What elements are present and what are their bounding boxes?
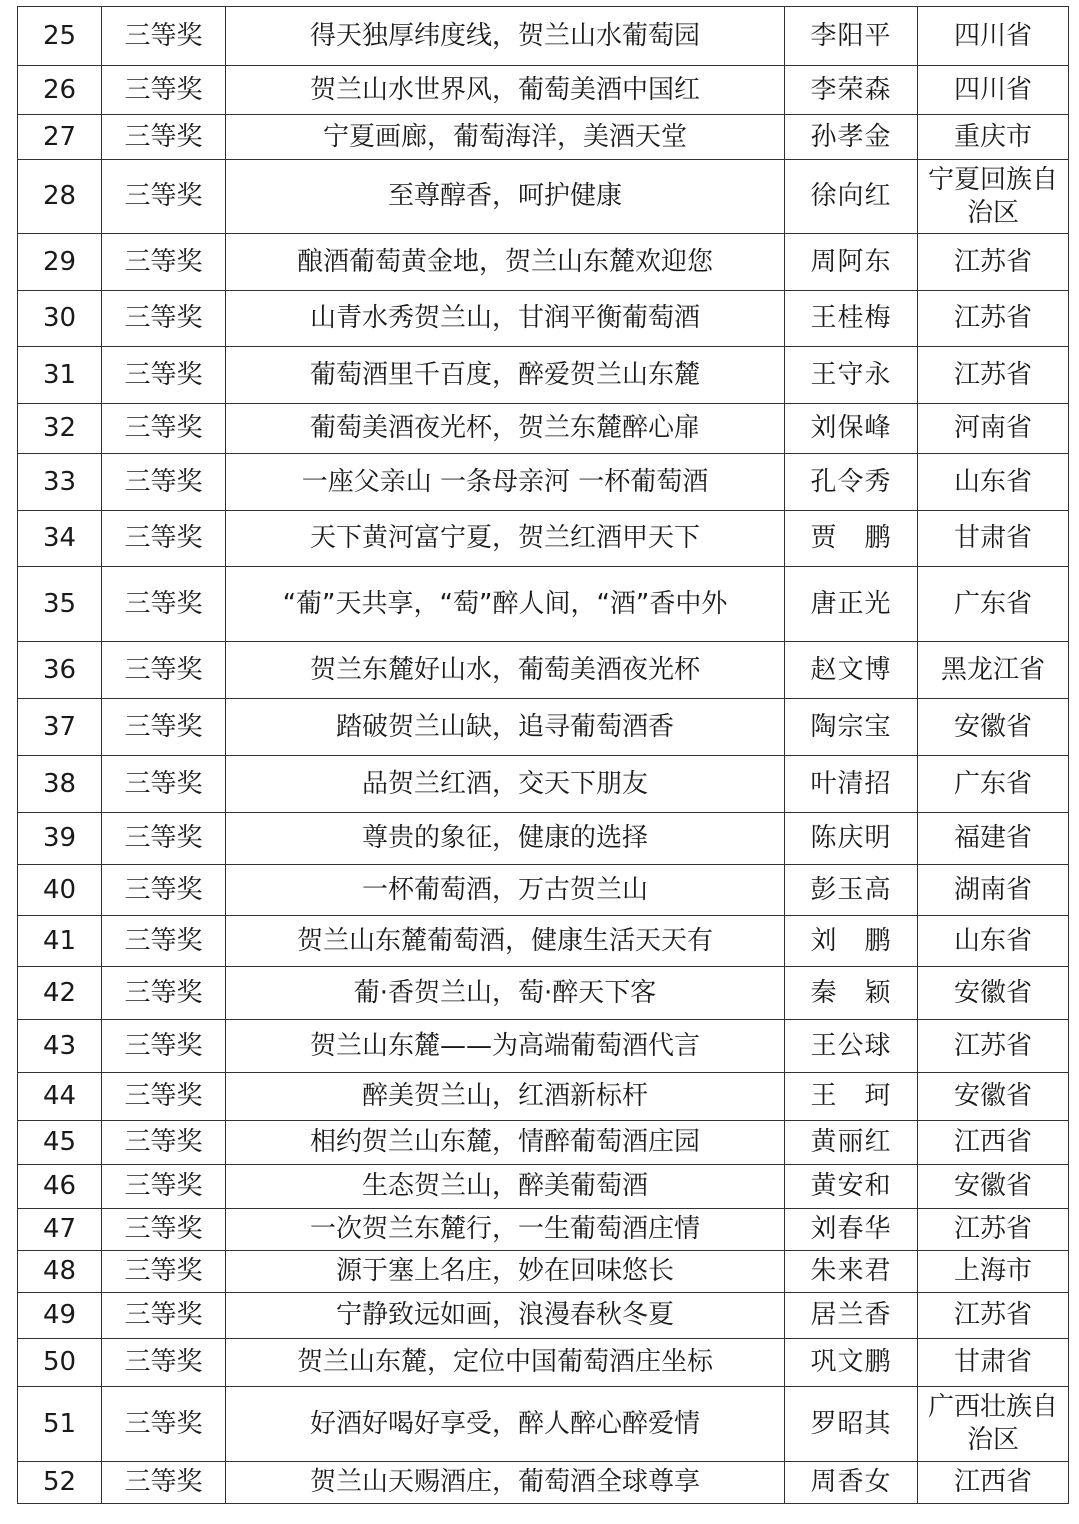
winner-name-cell: 李荣森 [785,66,918,115]
province-cell: 上海市 [918,1251,1069,1293]
row-number-cell: 43 [18,1020,102,1073]
winner-name-cell: 周阿东 [785,234,918,291]
table-row [18,756,1069,813]
row-number-cell: 49 [18,1293,102,1339]
slogan-cell: 尊贵的象征，健康的选择 [226,813,785,865]
province-cell: 重庆市 [918,115,1069,160]
province-cell: 江苏省 [918,291,1069,347]
table-row [18,7,1069,66]
winner-name-cell: 赵文博 [785,642,918,699]
row-number-cell: 48 [18,1251,102,1293]
slogan-cell: 得天独厚纬度线，贺兰山水葡萄园 [226,7,785,66]
province-cell: 山东省 [918,916,1069,967]
winner-name-cell: 孔令秀 [785,454,918,511]
winner-name-cell: 李阳平 [785,7,918,66]
table-row [18,1251,1069,1293]
slogan-cell: 贺兰山东麓——为高端葡萄酒代言 [226,1020,785,1073]
row-number-cell: 35 [18,567,102,642]
table-row [18,1165,1069,1209]
row-number-cell: 36 [18,642,102,699]
award-level-cell: 三等奖 [102,1165,226,1209]
award-level-cell: 三等奖 [102,1020,226,1073]
winner-name-cell: 贾 鹏 [785,511,918,567]
table-row [18,699,1069,756]
winner-name-cell: 周香女 [785,1462,918,1504]
slogan-cell: 贺兰山水世界风，葡萄美酒中国红 [226,66,785,115]
row-number-cell: 42 [18,967,102,1020]
row-number-cell: 37 [18,699,102,756]
slogan-cell: 贺兰东麓好山水，葡萄美酒夜光杯 [226,642,785,699]
row-number-cell: 51 [18,1387,102,1462]
province-cell: 山东省 [918,454,1069,511]
award-level-cell: 三等奖 [102,511,226,567]
winner-name-cell: 王公球 [785,1020,918,1073]
row-number-cell: 27 [18,115,102,160]
award-level-cell: 三等奖 [102,1209,226,1251]
province-cell: 甘肃省 [918,511,1069,567]
slogan-cell: 贺兰山东麓葡萄酒，健康生活天天有 [226,916,785,967]
province-cell: 江苏省 [918,1293,1069,1339]
province-cell: 黑龙江省 [918,642,1069,699]
province-cell: 广东省 [918,567,1069,642]
province-cell: 四川省 [918,7,1069,66]
award-level-cell: 三等奖 [102,1462,226,1504]
award-level-cell: 三等奖 [102,642,226,699]
province-cell: 江苏省 [918,347,1069,404]
award-level-cell: 三等奖 [102,115,226,160]
award-level-cell: 三等奖 [102,66,226,115]
province-cell: 福建省 [918,813,1069,865]
province-cell: 江西省 [918,1462,1069,1504]
award-level-cell: 三等奖 [102,967,226,1020]
slogan-cell: “葡”天共享，“萄”醉人间，“酒”香中外 [226,567,785,642]
province-cell: 广西壮族自治区 [918,1387,1069,1462]
table-row [18,1339,1069,1387]
table-row [18,511,1069,567]
winner-name-cell: 刘 鹏 [785,916,918,967]
province-cell: 广东省 [918,756,1069,813]
row-number-cell: 41 [18,916,102,967]
row-number-cell: 38 [18,756,102,813]
winner-name-cell: 巩文鹏 [785,1339,918,1387]
slogan-cell: 踏破贺兰山缺，追寻葡萄酒香 [226,699,785,756]
slogan-cell: 宁静致远如画，浪漫春秋冬夏 [226,1293,785,1339]
slogan-cell: 宁夏画廊，葡萄海洋，美酒天堂 [226,115,785,160]
slogan-cell: 葡萄美酒夜光杯，贺兰东麓醉心扉 [226,404,785,454]
table-row [18,454,1069,511]
province-cell: 江苏省 [918,1020,1069,1073]
slogan-cell: 生态贺兰山，醉美葡萄酒 [226,1165,785,1209]
winner-name-cell: 陈庆明 [785,813,918,865]
slogan-cell: 贺兰山天赐酒庄，葡萄酒全球尊享 [226,1462,785,1504]
row-number-cell: 52 [18,1462,102,1504]
slogan-cell: 一座父亲山 一条母亲河 一杯葡萄酒 [226,454,785,511]
award-level-cell: 三等奖 [102,1251,226,1293]
province-cell: 江苏省 [918,234,1069,291]
winner-name-cell: 刘保峰 [785,404,918,454]
table-row [18,1073,1069,1121]
province-cell: 四川省 [918,66,1069,115]
slogan-cell: 品贺兰红酒，交天下朋友 [226,756,785,813]
province-cell: 安徽省 [918,967,1069,1020]
table-row [18,234,1069,291]
table-row [18,1462,1069,1504]
winner-name-cell: 王桂梅 [785,291,918,347]
province-cell: 湖南省 [918,865,1069,916]
table-row [18,1121,1069,1165]
table-row [18,567,1069,642]
province-cell: 安徽省 [918,1165,1069,1209]
slogan-cell: 葡·香贺兰山，萄·醉天下客 [226,967,785,1020]
award-level-cell: 三等奖 [102,1339,226,1387]
slogan-cell: 天下黄河富宁夏，贺兰红酒甲天下 [226,511,785,567]
award-level-cell: 三等奖 [102,699,226,756]
table-row [18,1293,1069,1339]
table-row [18,66,1069,115]
table-row [18,813,1069,865]
province-cell: 河南省 [918,404,1069,454]
row-number-cell: 46 [18,1165,102,1209]
table-row [18,1387,1069,1462]
table-row [18,160,1069,234]
winner-name-cell: 陶宗宝 [785,699,918,756]
table-row [18,404,1069,454]
award-level-cell: 三等奖 [102,234,226,291]
award-level-cell: 三等奖 [102,865,226,916]
row-number-cell: 28 [18,160,102,234]
slogan-cell: 一次贺兰东麓行，一生葡萄酒庄情 [226,1209,785,1251]
row-number-cell: 47 [18,1209,102,1251]
award-level-cell: 三等奖 [102,7,226,66]
slogan-cell: 葡萄酒里千百度，醉爱贺兰山东麓 [226,347,785,404]
slogan-cell: 源于塞上名庄，妙在回味悠长 [226,1251,785,1293]
award-level-cell: 三等奖 [102,404,226,454]
winner-name-cell: 叶清招 [785,756,918,813]
table-row [18,1020,1069,1073]
winner-name-cell: 彭玉高 [785,865,918,916]
slogan-cell: 一杯葡萄酒，万古贺兰山 [226,865,785,916]
award-level-cell: 三等奖 [102,160,226,234]
province-cell: 宁夏回族自治区 [918,160,1069,234]
winner-name-cell: 唐正光 [785,567,918,642]
winner-name-cell: 秦 颖 [785,967,918,1020]
award-level-cell: 三等奖 [102,1073,226,1121]
table-row [18,916,1069,967]
winner-name-cell: 王守永 [785,347,918,404]
slogan-cell: 酿酒葡萄黄金地，贺兰山东麓欢迎您 [226,234,785,291]
table-row [18,1209,1069,1251]
row-number-cell: 34 [18,511,102,567]
slogan-cell: 山青水秀贺兰山，甘润平衡葡萄酒 [226,291,785,347]
row-number-cell: 50 [18,1339,102,1387]
row-number-cell: 25 [18,7,102,66]
winner-name-cell: 徐向红 [785,160,918,234]
award-level-cell: 三等奖 [102,291,226,347]
slogan-cell: 相约贺兰山东麓，情醉葡萄酒庄园 [226,1121,785,1165]
awards-table [17,6,1069,1504]
row-number-cell: 30 [18,291,102,347]
slogan-cell: 贺兰山东麓，定位中国葡萄酒庄坐标 [226,1339,785,1387]
row-number-cell: 39 [18,813,102,865]
winner-name-cell: 黄安和 [785,1165,918,1209]
row-number-cell: 31 [18,347,102,404]
row-number-cell: 44 [18,1073,102,1121]
award-level-cell: 三等奖 [102,454,226,511]
table-row [18,347,1069,404]
table-row [18,115,1069,160]
province-cell: 江苏省 [918,1209,1069,1251]
award-level-cell: 三等奖 [102,1121,226,1165]
row-number-cell: 26 [18,66,102,115]
awards-table-body [18,7,1069,1504]
award-level-cell: 三等奖 [102,916,226,967]
row-number-cell: 40 [18,865,102,916]
award-level-cell: 三等奖 [102,347,226,404]
winner-name-cell: 黄丽红 [785,1121,918,1165]
row-number-cell: 32 [18,404,102,454]
province-cell: 甘肃省 [918,1339,1069,1387]
province-cell: 安徽省 [918,1073,1069,1121]
winner-name-cell: 朱来君 [785,1251,918,1293]
province-cell: 安徽省 [918,699,1069,756]
row-number-cell: 33 [18,454,102,511]
award-level-cell: 三等奖 [102,813,226,865]
winner-name-cell: 罗昭其 [785,1387,918,1462]
winner-name-cell: 居兰香 [785,1293,918,1339]
award-level-cell: 三等奖 [102,756,226,813]
table-row [18,642,1069,699]
table-row [18,865,1069,916]
slogan-cell: 至尊醇香，呵护健康 [226,160,785,234]
winner-name-cell: 刘春华 [785,1209,918,1251]
award-level-cell: 三等奖 [102,1293,226,1339]
row-number-cell: 29 [18,234,102,291]
table-row [18,967,1069,1020]
award-level-cell: 三等奖 [102,1387,226,1462]
winner-name-cell: 王 珂 [785,1073,918,1121]
province-cell: 江西省 [918,1121,1069,1165]
winner-name-cell: 孙孝金 [785,115,918,160]
row-number-cell: 45 [18,1121,102,1165]
slogan-cell: 好酒好喝好享受，醉人醉心醉爱情 [226,1387,785,1462]
table-row [18,291,1069,347]
award-level-cell: 三等奖 [102,567,226,642]
slogan-cell: 醉美贺兰山，红酒新标杆 [226,1073,785,1121]
